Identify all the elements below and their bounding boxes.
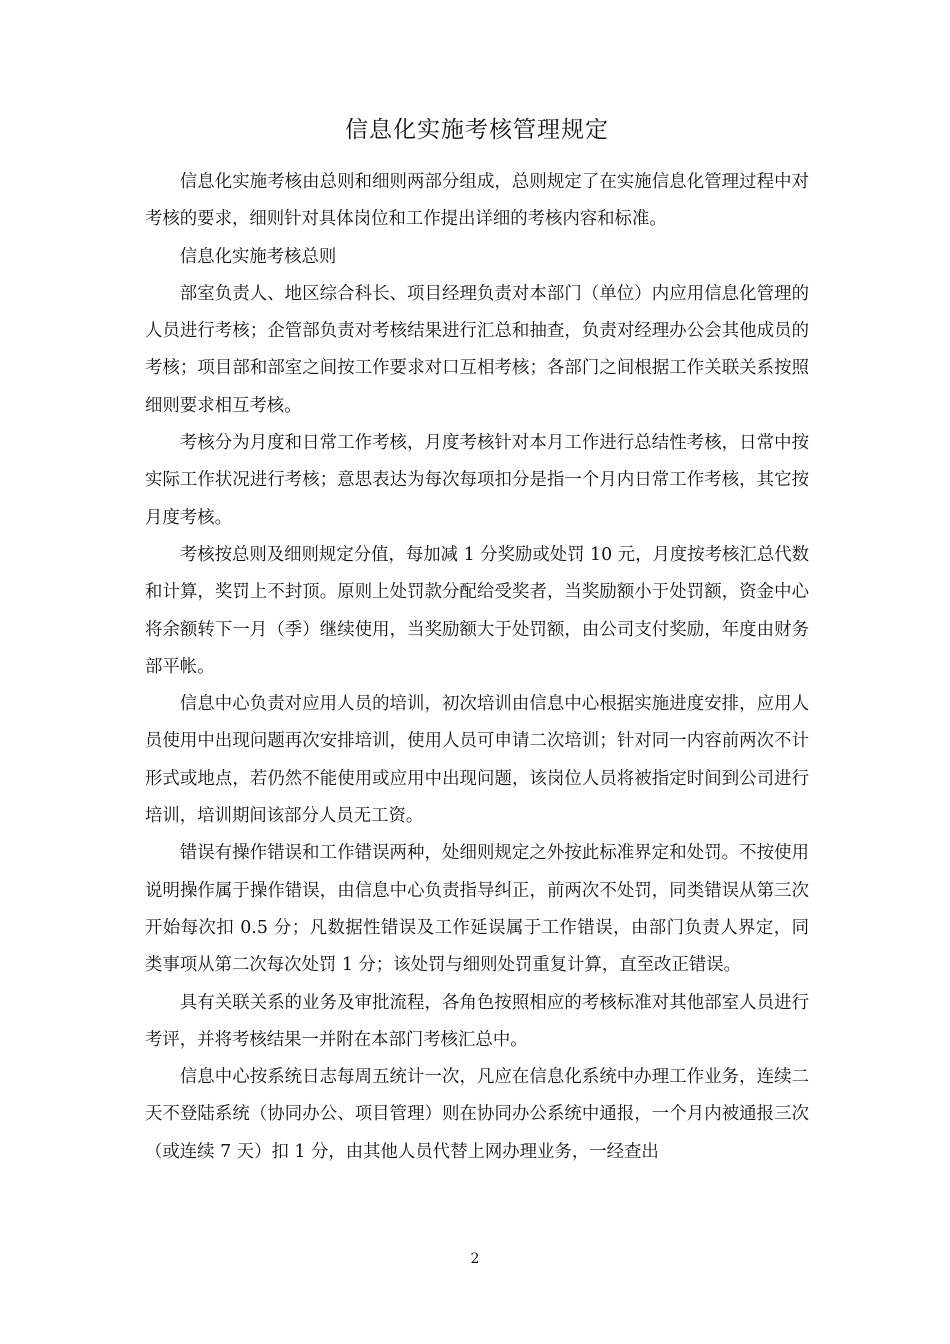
paragraph-training: 信息中心负责对应用人员的培训，初次培训由信息中心根据实施进度安排，应用人员使用中出现问题再次安排培训，使用人员可申请二次培训；针对同一内容前两次不计形式或地点，若仍然不能使用或应用中出现问题，该岗位人员将被指定时间到公司进行培训，培训期间该部分人员无工资。 — [145, 694, 809, 827]
document-title: 信息化实施考核管理规定 — [345, 117, 609, 143]
document-page — [145, 110, 809, 1171]
section-heading-general-rules: 信息化实施考核总则 — [179, 246, 337, 267]
paragraph-errors: 错误有操作错误和工作错误两种，处细则规定之外按此标准界定和处罚。不按使用说明操作属于操作错误，由信息中心负责指导纠正，前两次不处罚，同类错误从第三次开始每次扣 0.5 分；凡数据性错误及工作延误属于工作错误，由部门负责人界定，同类事项从第二次每次处罚 1 分；该处罚与细则处罚重复计算，直至改正错误。 — [145, 843, 809, 976]
paragraph-related-processes: 具有关联关系的业务及审批流程，各角色按照相应的考核标准对其他部室人员进行考评，并将考核结果一并附在本部门考核汇总中。 — [145, 992, 809, 1050]
paragraph-intro: 信息化实施考核由总则和细则两部分组成，总则规定了在实施信息化管理过程中对考核的要求，细则针对具体岗位和工作提出详细的考核内容和标准。 — [145, 172, 809, 230]
paragraph-system-logs: 信息中心按系统日志每周五统计一次，凡应在信息化系统中办理工作业务，连续二天不登陆系统（协同办公、项目管理）则在协同办公系统中通报，一个月内被通报三次（或连续 7 天）扣 1 分，由其他人员代替上网办理业务，一经查出 — [145, 1067, 809, 1162]
page-number: 2 — [470, 1251, 480, 1267]
paragraph-scoring: 考核按总则及细则规定分值，每加减 1 分奖励或处罚 10 元，月度按考核汇总代数和计算，奖罚上不封顶。原则上处罚款分配给受奖者，当奖励额小于处罚额，资金中心将余额转下一月（季）继续使用，当奖励额大于处罚额，由公司支付奖励，年度由财务部平帐。 — [145, 544, 809, 677]
paragraph-assessment-types: 考核分为月度和日常工作考核，月度考核针对本月工作进行总结性考核，日常中按实际工作状况进行考核；意思表达为每次每项扣分是指一个月内日常工作考核，其它按月度考核。 — [145, 433, 809, 528]
paragraph-responsibilities: 部室负责人、地区综合科长、项目经理负责对本部门（单位）内应用信息化管理的人员进行考核；企管部负责对考核结果进行汇总和抽查，负责对经理办公会其他成员的考核；项目部和部室之间按工作要求对口互相考核；各部门之间根据工作关联关系按照细则要求相互考核。 — [145, 283, 809, 416]
